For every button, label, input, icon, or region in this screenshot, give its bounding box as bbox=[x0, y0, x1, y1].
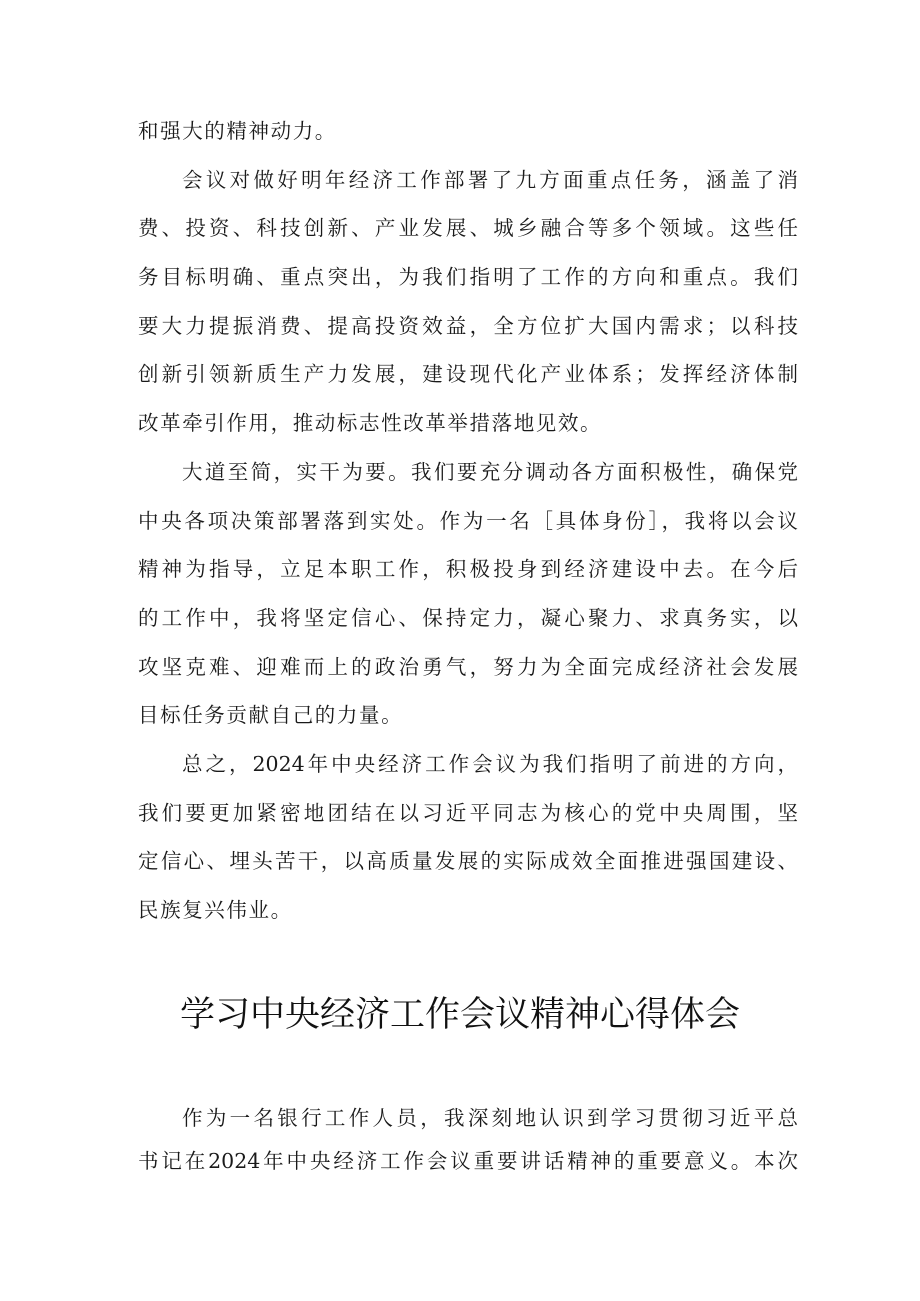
document-title: 学习中央经济工作会议精神心得体会 bbox=[180, 995, 741, 1035]
text-line: 要大力提振消费、提高投资效益，全方位扩大国内需求；以科技 bbox=[138, 313, 798, 338]
text-line: 目标任务贡献自己的力量。 bbox=[138, 703, 404, 728]
text-line: 攻坚克难、迎难而上的政治勇气，努力为全面完成经济社会发展 bbox=[138, 654, 798, 679]
text-line: 创新引领新质生产力发展，建设现代化产业体系；发挥经济体制 bbox=[138, 362, 798, 387]
body-text-section-2 bbox=[138, 1097, 798, 1183]
text-line: 的工作中，我将坚定信心、保持定力，凝心聚力、求真务实，以 bbox=[138, 605, 798, 630]
text-line: 费、投资、科技创新、产业发展、城乡融合等多个领域。这些任 bbox=[138, 216, 798, 241]
text-line: 定信心、埋头苦干，以高质量发展的实际成效全面推进强国建设、 bbox=[138, 849, 798, 874]
text-line: 大道至简，实干为要。我们要充分调动各方面积极性，确保党 bbox=[182, 459, 798, 484]
text-line: 总之，2024年中央经济工作会议为我们指明了前进的方向， bbox=[182, 751, 798, 776]
text-line: 书记在2024年中央经济工作会议重要讲话精神的重要意义。本次 bbox=[138, 1149, 798, 1173]
text-line: 精神为指导，立足本职工作，积极投身到经济建设中去。在今后 bbox=[138, 557, 798, 582]
text-line: 务目标明确、重点突出，为我们指明了工作的方向和重点。我们 bbox=[138, 265, 798, 290]
text-line: 民族复兴伟业。 bbox=[138, 898, 293, 922]
text-line: 改革牵引作用，推动标志性改革举措落地见效。 bbox=[138, 411, 603, 436]
body-text-section-1 bbox=[138, 107, 798, 935]
text-line: 中央各项决策部署落到实处。作为一名［具体身份］，我将以会议 bbox=[138, 508, 798, 533]
text-line: 作为一名银行工作人员，我深刻地认识到学习贯彻习近平总 bbox=[182, 1106, 798, 1130]
text-line: 会议对做好明年经济工作部署了九方面重点任务，涵盖了消 bbox=[182, 167, 798, 192]
text-line: 我们要更加紧密地团结在以习近平同志为核心的党中央周围，坚 bbox=[138, 800, 798, 825]
text-line: 和强大的精神动力。 bbox=[138, 119, 337, 143]
